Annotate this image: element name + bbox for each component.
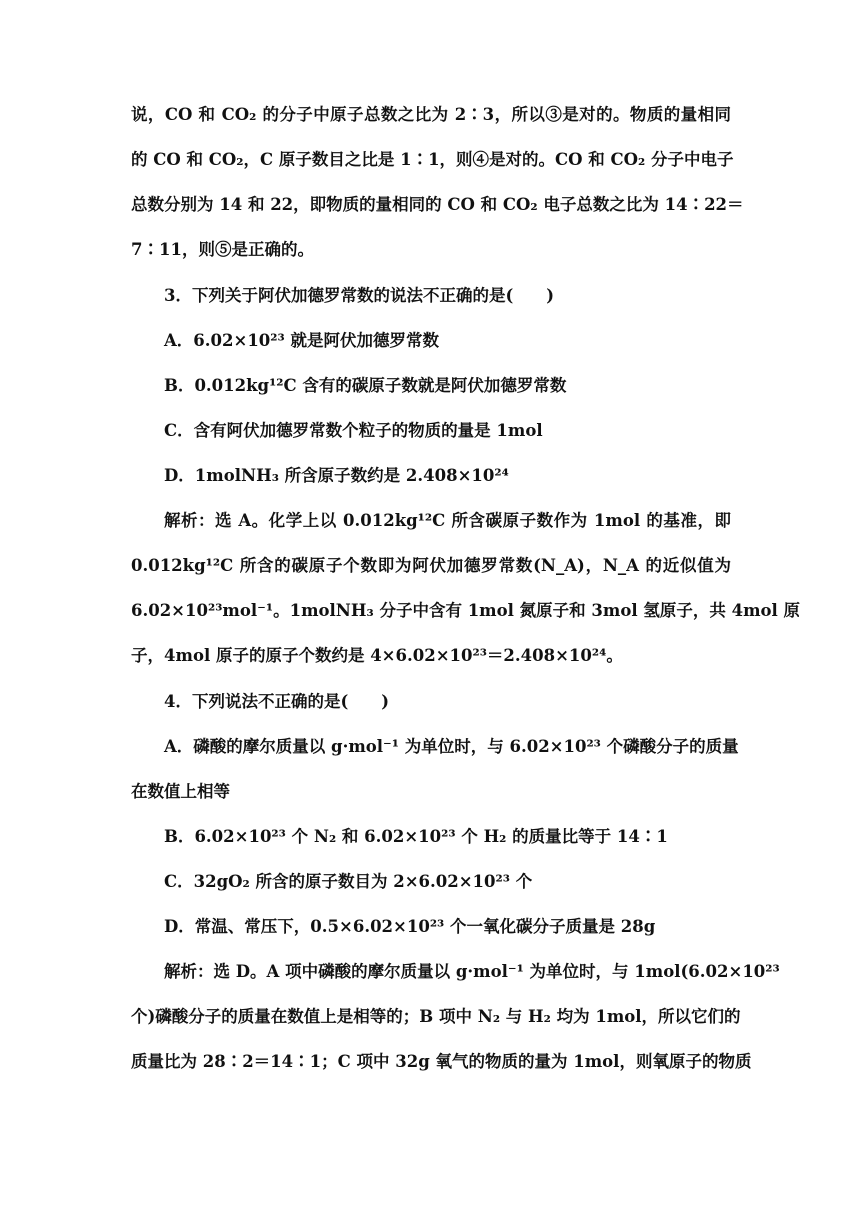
analysis-4-line: 个)磷酸分子的质量在数值上是相等的；B 项中 N₂ 与 H₂ 均为 1mol，所以它们的	[131, 1007, 741, 1026]
text-line: 7∶11，则⑤是正确的。	[131, 240, 314, 259]
question-4-option-b: B．6.02×10²³ 个 N₂ 和 6.02×10²³ 个 H₂ 的质量比等于 14∶1	[164, 827, 668, 846]
question-4-option-d: D．常温、常压下，0.5×6.02×10²³ 个一氧化碳分子质量是 28g	[164, 917, 656, 936]
question-3-option-d: D．1molNH₃ 所含原子数约是 2.408×10²⁴	[164, 466, 509, 485]
analysis-3-line: 子，4mol 原子的原子个数约是 4×6.02×10²³＝2.408×10²⁴。	[131, 646, 623, 665]
text-line: 总数分别为 14 和 22，即物质的量相同的 CO 和 CO₂ 电子总数之比为 14∶22＝	[131, 195, 744, 214]
question-3-option-b: B．0.012kg¹²C 含有的碳原子数就是阿伏加德罗常数	[164, 376, 567, 395]
analysis-4-line: 解析：选 D。A 项中磷酸的摩尔质量以 g·mol⁻¹ 为单位时，与 1mol(6.02×10²³	[164, 962, 780, 981]
question-3-option-c: C．含有阿伏加德罗常数个粒子的物质的量是 1mol	[164, 421, 543, 440]
analysis-4-line: 质量比为 28∶2＝14∶1；C 项中 32g 氧气的物质的量为 1mol，则氧原子的物质	[131, 1052, 752, 1071]
text-line: 的 CO 和 CO₂，C 原子数目之比是 1∶1，则④是对的。CO 和 CO₂ 分子中电子	[131, 150, 734, 169]
analysis-3-line: 6.02×10²³mol⁻¹。1molNH₃ 分子中含有 1mol 氮原子和 3mol 氢原子，共 4mol 原	[131, 601, 801, 620]
analysis-3-line: 0.012kg¹²C 所含的碳原子个数即为阿伏加德罗常数(N_A)，N_A 的近似值为	[131, 556, 731, 575]
text-line: 说，CO 和 CO₂ 的分子中原子总数之比为 2∶3，所以③是对的。物质的量相同	[131, 105, 731, 124]
question-3-option-a: A．6.02×10²³ 就是阿伏加德罗常数	[164, 331, 439, 350]
question-3-stem: 3．下列关于阿伏加德罗常数的说法不正确的是( )	[164, 286, 555, 305]
analysis-3-line: 解析：选 A。化学上以 0.012kg¹²C 所含碳原子数作为 1mol 的基准，即	[164, 511, 731, 530]
question-4-stem: 4．下列说法不正确的是( )	[164, 692, 390, 711]
question-4-option-a: A．磷酸的摩尔质量以 g·mol⁻¹ 为单位时，与 6.02×10²³ 个磷酸分子的质量	[164, 737, 739, 756]
question-4-option-c: C．32gO₂ 所含的原子数目为 2×6.02×10²³ 个	[164, 872, 533, 891]
question-4-option-a-cont: 在数值上相等	[131, 782, 230, 801]
